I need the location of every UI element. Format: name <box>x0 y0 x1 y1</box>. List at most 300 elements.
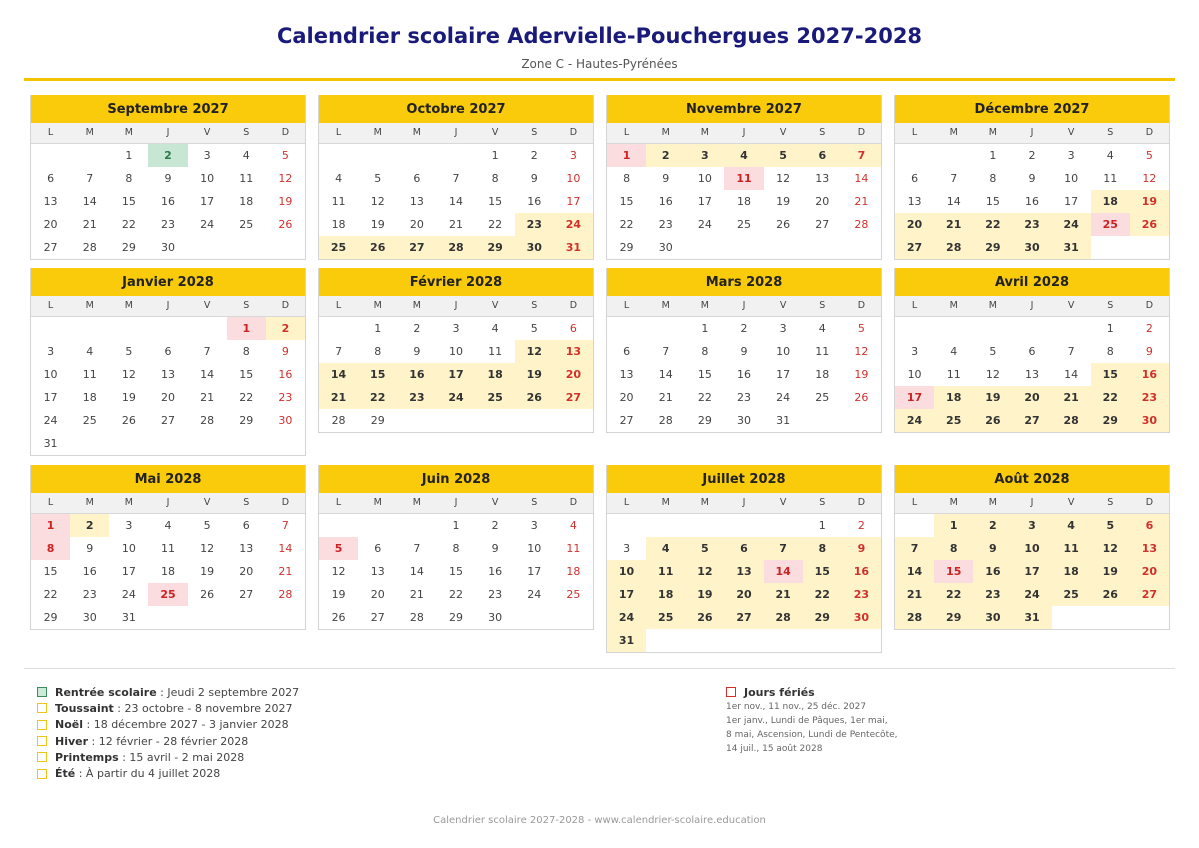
day-cell: 6 <box>1130 514 1169 537</box>
day-grid <box>895 317 1169 432</box>
day-cell: 21 <box>764 583 803 606</box>
day-cell: 25 <box>934 409 973 432</box>
day-cell: 14 <box>946 195 961 208</box>
empty-cell <box>319 514 358 537</box>
day-cell: 20 <box>1012 386 1051 409</box>
day-cell: 14 <box>82 195 97 208</box>
day-cell: 5 <box>125 345 133 358</box>
weekday-label: D <box>857 497 866 508</box>
day-cell: 14 <box>448 195 463 208</box>
day-cell: 30 <box>82 611 97 624</box>
weekday-header <box>895 493 1169 514</box>
empty-cell <box>31 144 70 167</box>
day-cell: 29 <box>697 414 712 427</box>
day-cell: 2 <box>266 317 305 340</box>
day-cell: 4 <box>569 519 577 532</box>
day-cell: 6 <box>911 172 919 185</box>
weekday-header <box>319 296 593 317</box>
day-cell: 22 <box>934 583 973 606</box>
weekday-label: V <box>1067 127 1075 138</box>
day-cell: 10 <box>527 542 542 555</box>
day-cell: 28 <box>934 236 973 259</box>
day-cell: 25 <box>476 386 515 409</box>
day-cell: 5 <box>685 537 724 560</box>
weekday-header <box>607 296 881 317</box>
day-cell: 16 <box>488 565 503 578</box>
day-cell: 11 <box>82 368 97 381</box>
day-cell: 15 <box>1091 363 1130 386</box>
day-cell: 2 <box>530 149 538 162</box>
day-cell: 14 <box>278 542 293 555</box>
day-cell: 21 <box>448 218 463 231</box>
weekday-label: M <box>949 127 958 138</box>
day-cell: 16 <box>658 195 673 208</box>
day-cell: 9 <box>1028 172 1036 185</box>
day-cell: 28 <box>409 611 424 624</box>
weekday-header <box>607 493 881 514</box>
weekday-label: D <box>857 127 866 138</box>
day-cell: 8 <box>242 345 250 358</box>
empty-cell <box>607 514 646 537</box>
day-cell: 20 <box>554 363 593 386</box>
day-cell: 28 <box>82 241 97 254</box>
month-title: Décembre 2027 <box>895 95 1169 123</box>
day-cell: 5 <box>989 345 997 358</box>
weekday-label: M <box>412 497 421 508</box>
empty-cell <box>1052 317 1091 340</box>
weekday-label: S <box>819 127 826 138</box>
day-cell: 14 <box>200 368 215 381</box>
day-cell: 19 <box>331 588 346 601</box>
day-cell: 14 <box>854 172 869 185</box>
day-cell: 8 <box>623 172 631 185</box>
legend-text: : 12 février - 28 février 2028 <box>88 734 249 748</box>
weekday-label: M <box>988 127 997 138</box>
day-cell: 15 <box>934 560 973 583</box>
day-cell: 2 <box>973 514 1012 537</box>
empty-cell <box>895 144 934 167</box>
day-cell: 1 <box>227 317 266 340</box>
day-cell: 6 <box>623 345 631 358</box>
day-cell: 28 <box>895 606 934 629</box>
weekday-label: M <box>373 127 382 138</box>
day-cell: 2 <box>857 519 865 532</box>
day-cell: 11 <box>160 542 175 555</box>
day-cell: 13 <box>619 368 634 381</box>
legend-label: Été <box>55 767 76 781</box>
weekday-label: L <box>47 127 54 138</box>
legend-text: : Jeudi 2 septembre 2027 <box>156 685 300 699</box>
day-cell: 1 <box>452 519 460 532</box>
day-cell: 22 <box>239 391 254 404</box>
weekday-label: J <box>1030 497 1034 508</box>
weekday-label: M <box>85 497 94 508</box>
day-cell: 17 <box>697 195 712 208</box>
day-grid <box>31 144 305 259</box>
day-cell: 7 <box>452 172 460 185</box>
day-grid <box>31 514 305 629</box>
day-cell: 6 <box>374 542 382 555</box>
legend-label: Noël <box>55 718 83 732</box>
day-cell: 11 <box>331 195 346 208</box>
day-cell: 4 <box>646 537 685 560</box>
weekday-label: D <box>281 300 290 311</box>
day-cell: 21 <box>895 583 934 606</box>
day-cell: 27 <box>724 606 763 629</box>
day-cell: 3 <box>911 345 919 358</box>
day-cell: 10 <box>697 172 712 185</box>
day-cell: 19 <box>515 363 554 386</box>
day-cell: 7 <box>86 172 94 185</box>
day-cell: 18 <box>566 565 581 578</box>
day-cell: 26 <box>685 606 724 629</box>
empty-cell <box>685 514 724 537</box>
day-cell: 23 <box>736 391 751 404</box>
day-cell: 16 <box>527 195 542 208</box>
day-cell: 2 <box>646 144 685 167</box>
weekday-label: M <box>124 497 133 508</box>
day-cell: 5 <box>319 537 358 560</box>
empty-cell <box>148 317 187 340</box>
day-cell: 2 <box>1028 149 1036 162</box>
empty-cell <box>934 144 973 167</box>
month-calendar <box>606 268 882 433</box>
day-cell: 18 <box>646 583 685 606</box>
month-title: Mars 2028 <box>607 268 881 296</box>
weekday-label: S <box>243 497 250 508</box>
feries-line: 8 mai, Ascension, Lundi de Pentecôte, <box>726 730 898 740</box>
day-cell: 15 <box>43 565 58 578</box>
day-cell: 3 <box>47 345 55 358</box>
day-cell: 31 <box>776 414 791 427</box>
day-cell: 31 <box>1052 236 1091 259</box>
page-subtitle: Zone C - Hautes-Pyrénées <box>521 57 678 71</box>
day-cell: 29 <box>448 611 463 624</box>
weekday-label: J <box>166 127 170 138</box>
day-cell: 21 <box>934 213 973 236</box>
day-cell: 3 <box>623 542 631 555</box>
day-cell: 15 <box>358 363 397 386</box>
month-title: Août 2028 <box>895 465 1169 493</box>
day-cell: 8 <box>934 537 973 560</box>
day-cell: 1 <box>374 322 382 335</box>
day-cell: 3 <box>569 149 577 162</box>
day-grid <box>607 514 881 652</box>
weekday-label: M <box>700 127 709 138</box>
day-cell: 10 <box>607 560 646 583</box>
weekday-label: V <box>779 300 787 311</box>
day-cell: 30 <box>488 611 503 624</box>
day-cell: 5 <box>530 322 538 335</box>
day-cell: 27 <box>239 588 254 601</box>
empty-cell <box>397 514 436 537</box>
day-cell: 16 <box>736 368 751 381</box>
weekday-label: M <box>700 300 709 311</box>
day-cell: 9 <box>973 537 1012 560</box>
day-cell: 16 <box>1130 363 1169 386</box>
day-cell: 25 <box>566 588 581 601</box>
legend-item <box>37 717 299 733</box>
day-cell: 13 <box>409 195 424 208</box>
month-title: Février 2028 <box>319 268 593 296</box>
day-cell: 6 <box>413 172 421 185</box>
weekday-label: M <box>85 127 94 138</box>
empty-cell <box>934 317 973 340</box>
day-cell: 20 <box>409 218 424 231</box>
day-cell: 18 <box>1091 190 1130 213</box>
weekday-label: M <box>373 300 382 311</box>
day-cell: 29 <box>619 241 634 254</box>
day-cell: 7 <box>281 519 289 532</box>
day-cell: 13 <box>160 368 175 381</box>
weekday-label: M <box>124 300 133 311</box>
weekday-label: M <box>412 300 421 311</box>
day-cell: 9 <box>662 172 670 185</box>
day-cell: 17 <box>895 386 934 409</box>
day-cell: 10 <box>566 172 581 185</box>
day-cell: 26 <box>278 218 293 231</box>
day-cell: 4 <box>724 144 763 167</box>
day-cell: 23 <box>160 218 175 231</box>
day-cell: 3 <box>452 322 460 335</box>
day-cell: 24 <box>121 588 136 601</box>
day-cell: 20 <box>43 218 58 231</box>
day-cell: 16 <box>278 368 293 381</box>
weekday-label: L <box>623 300 630 311</box>
day-cell: 28 <box>331 414 346 427</box>
weekday-label: V <box>203 300 211 311</box>
day-cell: 10 <box>43 368 58 381</box>
day-cell: 14 <box>409 565 424 578</box>
empty-cell <box>646 514 685 537</box>
day-cell: 17 <box>121 565 136 578</box>
day-cell: 18 <box>815 368 830 381</box>
day-cell: 18 <box>934 386 973 409</box>
weekday-label: V <box>779 127 787 138</box>
day-cell: 3 <box>125 519 133 532</box>
day-cell: 12 <box>331 565 346 578</box>
month-title: Septembre 2027 <box>31 95 305 123</box>
legend-text: : À partir du 4 juillet 2028 <box>75 767 221 781</box>
day-cell: 31 <box>554 236 593 259</box>
day-cell: 21 <box>409 588 424 601</box>
day-cell: 21 <box>82 218 97 231</box>
month-calendar <box>318 465 594 630</box>
day-cell: 22 <box>448 588 463 601</box>
feries-line: 14 juil., 15 août 2028 <box>726 744 823 754</box>
day-cell: 11 <box>646 560 685 583</box>
day-cell: 26 <box>331 611 346 624</box>
weekday-label: D <box>1145 300 1154 311</box>
day-cell: 24 <box>436 386 475 409</box>
weekday-label: V <box>491 127 499 138</box>
day-cell: 4 <box>1052 514 1091 537</box>
weekday-label: D <box>1145 497 1154 508</box>
day-grid <box>607 317 881 432</box>
month-calendar <box>30 465 306 630</box>
day-cell: 30 <box>515 236 554 259</box>
weekday-header <box>31 493 305 514</box>
weekday-label: L <box>623 127 630 138</box>
day-cell: 9 <box>1145 345 1153 358</box>
day-cell: 7 <box>413 542 421 555</box>
day-cell: 17 <box>1012 560 1051 583</box>
day-cell: 18 <box>331 218 346 231</box>
day-cell: 5 <box>203 519 211 532</box>
day-cell: 30 <box>278 414 293 427</box>
day-cell: 18 <box>239 195 254 208</box>
day-cell: 24 <box>776 391 791 404</box>
weekday-label: M <box>661 300 670 311</box>
feries-legend <box>726 684 898 756</box>
weekday-label: J <box>742 497 746 508</box>
legend-text: : 18 décembre 2027 - 3 janvier 2028 <box>83 718 289 732</box>
legend-item <box>37 700 299 716</box>
day-cell: 19 <box>278 195 293 208</box>
day-cell: 12 <box>121 368 136 381</box>
month-title: Octobre 2027 <box>319 95 593 123</box>
day-cell: 8 <box>374 345 382 358</box>
weekday-label: J <box>454 300 458 311</box>
day-cell: 27 <box>1130 583 1169 606</box>
day-cell: 1 <box>491 149 499 162</box>
day-cell: 8 <box>989 172 997 185</box>
empty-cell <box>895 317 934 340</box>
empty-cell <box>31 317 70 340</box>
feries-line: 1er janv., Lundi de Pâques, 1er mai, <box>726 716 888 726</box>
month-calendar <box>894 95 1170 260</box>
month-title: Juin 2028 <box>319 465 593 493</box>
day-cell: 19 <box>200 565 215 578</box>
day-cell: 10 <box>121 542 136 555</box>
day-cell: 22 <box>619 218 634 231</box>
day-cell: 23 <box>658 218 673 231</box>
day-cell: 13 <box>1130 537 1169 560</box>
weekday-label: M <box>124 127 133 138</box>
day-cell: 23 <box>842 583 881 606</box>
weekday-label: M <box>85 300 94 311</box>
weekday-header <box>31 296 305 317</box>
day-cell: 19 <box>685 583 724 606</box>
day-cell: 7 <box>764 537 803 560</box>
day-cell: 4 <box>491 322 499 335</box>
weekday-label: D <box>281 127 290 138</box>
day-cell: 29 <box>121 241 136 254</box>
day-cell: 11 <box>488 345 503 358</box>
day-cell: 9 <box>491 542 499 555</box>
day-cell: 19 <box>776 195 791 208</box>
day-cell: 10 <box>1064 172 1079 185</box>
day-cell: 29 <box>973 236 1012 259</box>
day-cell: 16 <box>82 565 97 578</box>
day-cell: 15 <box>448 565 463 578</box>
month-title: Avril 2028 <box>895 268 1169 296</box>
day-cell: 9 <box>86 542 94 555</box>
legend <box>37 684 299 782</box>
day-cell: 4 <box>818 322 826 335</box>
month-title: Janvier 2028 <box>31 268 305 296</box>
day-cell: 3 <box>685 144 724 167</box>
day-cell: 3 <box>203 149 211 162</box>
day-cell: 26 <box>200 588 215 601</box>
weekday-label: V <box>491 497 499 508</box>
day-cell: 10 <box>776 345 791 358</box>
day-cell: 30 <box>973 606 1012 629</box>
day-cell: 26 <box>121 414 136 427</box>
day-cell: 14 <box>319 363 358 386</box>
day-cell: 16 <box>973 560 1012 583</box>
month-title: Novembre 2027 <box>607 95 881 123</box>
day-cell: 6 <box>47 172 55 185</box>
empty-cell <box>436 144 475 167</box>
day-cell: 22 <box>697 391 712 404</box>
day-cell: 28 <box>278 588 293 601</box>
day-cell: 9 <box>740 345 748 358</box>
day-cell: 6 <box>569 322 577 335</box>
day-cell: 4 <box>335 172 343 185</box>
weekday-label: J <box>454 127 458 138</box>
empty-cell <box>319 144 358 167</box>
day-grid <box>319 317 593 432</box>
weekday-label: S <box>1107 497 1114 508</box>
feries-title: Jours fériés <box>744 685 815 699</box>
empty-cell <box>724 514 763 537</box>
day-cell: 1 <box>818 519 826 532</box>
day-cell: 10 <box>200 172 215 185</box>
feries-line: 1er nov., 11 nov., 25 déc. 2027 <box>726 702 867 712</box>
day-cell: 26 <box>776 218 791 231</box>
day-cell: 25 <box>82 414 97 427</box>
day-cell: 23 <box>1130 386 1169 409</box>
day-cell: 14 <box>658 368 673 381</box>
day-cell: 26 <box>515 386 554 409</box>
day-cell: 14 <box>764 560 803 583</box>
legend-item <box>37 749 299 765</box>
weekday-label: V <box>203 497 211 508</box>
day-cell: 23 <box>82 588 97 601</box>
weekday-label: J <box>1030 300 1034 311</box>
day-cell: 4 <box>164 519 172 532</box>
day-cell: 8 <box>701 345 709 358</box>
day-cell: 22 <box>1091 386 1130 409</box>
day-cell: 4 <box>950 345 958 358</box>
day-cell: 2 <box>70 514 109 537</box>
empty-cell <box>397 144 436 167</box>
day-cell: 11 <box>566 542 581 555</box>
day-cell: 25 <box>815 391 830 404</box>
day-cell: 21 <box>200 391 215 404</box>
day-cell: 11 <box>724 167 763 190</box>
day-cell: 3 <box>530 519 538 532</box>
day-cell: 15 <box>488 195 503 208</box>
day-cell: 18 <box>476 363 515 386</box>
day-cell: 29 <box>1091 409 1130 432</box>
day-cell: 8 <box>803 537 842 560</box>
day-cell: 1 <box>1106 322 1114 335</box>
day-cell: 19 <box>121 391 136 404</box>
day-cell: 8 <box>31 537 70 560</box>
day-cell: 2 <box>491 519 499 532</box>
day-cell: 2 <box>740 322 748 335</box>
day-cell: 2 <box>1145 322 1153 335</box>
day-cell: 26 <box>1130 213 1169 236</box>
weekday-label: D <box>569 300 578 311</box>
day-cell: 1 <box>125 149 133 162</box>
weekday-label: S <box>1107 127 1114 138</box>
day-cell: 20 <box>619 391 634 404</box>
weekday-label: J <box>742 300 746 311</box>
weekday-label: L <box>47 497 54 508</box>
